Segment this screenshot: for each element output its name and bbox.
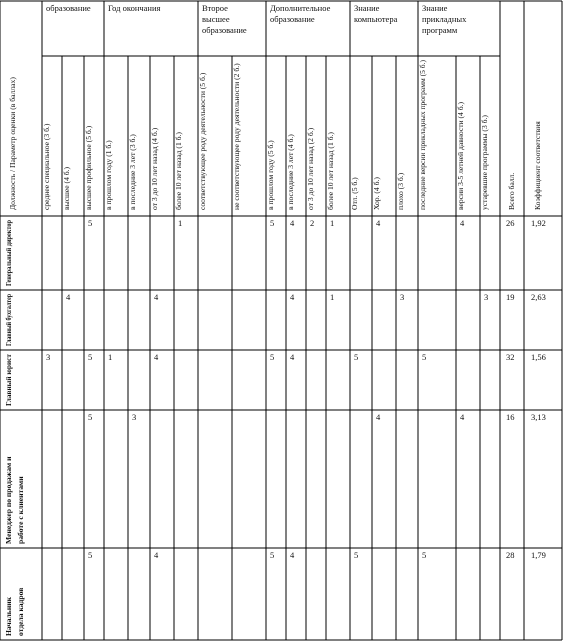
score-cell: 4	[460, 218, 465, 228]
score-cell: 3	[400, 292, 405, 302]
group-header-line: Знание	[422, 3, 448, 13]
score-cell: 1	[108, 352, 113, 362]
group-header-line: образование	[270, 14, 315, 24]
row-label: отдела кадров	[16, 587, 25, 636]
column-header-17: версии 3-5 летней давности (4 б.)	[456, 101, 465, 210]
column-header-10: в последние 3 лет (4 б.)	[286, 134, 295, 210]
score-cell: 3	[484, 292, 489, 302]
column-header-11: от 3 до 10 лет назад (2 б.)	[306, 127, 315, 210]
column-header-13: Отл. (5 б.)	[350, 177, 359, 210]
column-header-0: среднее специальное (3 б.)	[42, 123, 51, 210]
coef-header: Коэффициент соответствия	[533, 121, 542, 210]
group-header-line: Второе	[202, 3, 228, 13]
row-label: Главный юрист	[4, 351, 13, 406]
score-cell: 4	[290, 352, 295, 362]
total-cell: 16	[506, 412, 515, 422]
column-header-18: устаревшие программы (3 б.)	[480, 115, 489, 210]
score-cell: 3	[132, 412, 137, 422]
group-header-3	[270, 3, 331, 24]
group-header-4	[354, 3, 398, 24]
score-cell: 5	[270, 218, 275, 228]
score-cell: 3	[46, 352, 51, 362]
column-header-1: высшее (4 б.)	[62, 166, 71, 210]
column-header-14: Хор. (4 б.)	[372, 177, 381, 210]
group-header-line: образование	[202, 25, 247, 35]
score-cell: 4	[376, 218, 381, 228]
score-cell: 4	[66, 292, 71, 302]
group-header-line: программ	[422, 25, 458, 35]
total-cell: 19	[506, 292, 515, 302]
row-label: Начальник	[4, 597, 13, 636]
column-header-3: в прошлом году (1 б.)	[104, 140, 113, 210]
row-label: Менеджер по продажам и	[4, 456, 13, 544]
column-header-4: в последние 3 лет (3 б.)	[128, 134, 137, 210]
column-header-6: более 10 лет назад (1 б.)	[174, 132, 183, 210]
total-cell: 32	[506, 352, 515, 362]
column-header-2: высшее профильное (5 б.)	[84, 125, 93, 210]
score-cell: 1	[178, 218, 183, 228]
coef-cell: 1,56	[531, 352, 546, 362]
score-cell: 4	[290, 292, 295, 302]
score-cell: 4	[460, 412, 465, 422]
score-cell: 5	[422, 550, 427, 560]
score-cell: 5	[88, 218, 93, 228]
coef-cell: 3,13	[531, 412, 546, 422]
score-cell: 5	[422, 352, 427, 362]
score-cell: 4	[290, 550, 295, 560]
total-cell: 26	[506, 218, 515, 228]
column-header-5: от 3 до 10 лет назад (4 б.)	[150, 127, 159, 210]
row-label: работе с клиентами	[16, 476, 25, 544]
score-cell: 5	[88, 412, 93, 422]
group-header-line: Дополнительное	[270, 3, 331, 13]
score-cell: 1	[330, 218, 335, 228]
column-header-9: в прошлом году (5 б.)	[266, 140, 275, 210]
coef-cell: 2,63	[531, 292, 546, 302]
score-cell: 1	[330, 292, 335, 302]
group-header-5	[422, 3, 467, 35]
row-label: Генеральный директор	[4, 205, 13, 286]
score-cell: 5	[354, 352, 359, 362]
corner-header: Должность / Параметр оценки (в баллах)	[8, 77, 17, 210]
column-header-12: более 10 лет назад (1 б.)	[326, 132, 335, 210]
table-grid	[0, 1, 562, 640]
score-cell: 5	[88, 550, 93, 560]
table-text	[4, 3, 546, 636]
score-cell: 4	[154, 292, 159, 302]
score-cell: 5	[270, 352, 275, 362]
column-header-15: плохо (3 б.)	[396, 172, 405, 210]
total-header: Всего балл.	[507, 172, 516, 210]
score-cell: 5	[354, 550, 359, 560]
group-header-line: высшее	[202, 14, 230, 24]
group-header-line: образование	[46, 3, 91, 13]
score-cell: 4	[154, 352, 159, 362]
group-header-2	[202, 3, 247, 35]
group-header-1	[108, 3, 161, 13]
row-label: Главный бухгалтер	[4, 279, 13, 346]
group-header-line: прикладных	[422, 14, 467, 24]
column-header-7: соответствующее роду деятельности (5 б.)	[198, 72, 207, 210]
group-header-0	[46, 3, 91, 13]
score-cell: 5	[88, 352, 93, 362]
column-header-16: последние версии прикладных программ (5 б.)	[418, 58, 427, 210]
score-cell: 4	[154, 550, 159, 560]
score-cell: 5	[270, 550, 275, 560]
group-header-line: Знание	[354, 3, 380, 13]
group-header-line: Год окончания	[108, 3, 161, 13]
score-cell: 2	[310, 218, 315, 228]
group-header-line: компьютера	[354, 14, 398, 24]
total-cell: 28	[506, 550, 515, 560]
score-cell: 4	[290, 218, 295, 228]
column-header-8: не соответствующее роду деятельности (2 б.)	[232, 63, 241, 210]
score-cell: 4	[376, 412, 381, 422]
coef-cell: 1,92	[531, 218, 546, 228]
coef-cell: 1,79	[531, 550, 546, 560]
